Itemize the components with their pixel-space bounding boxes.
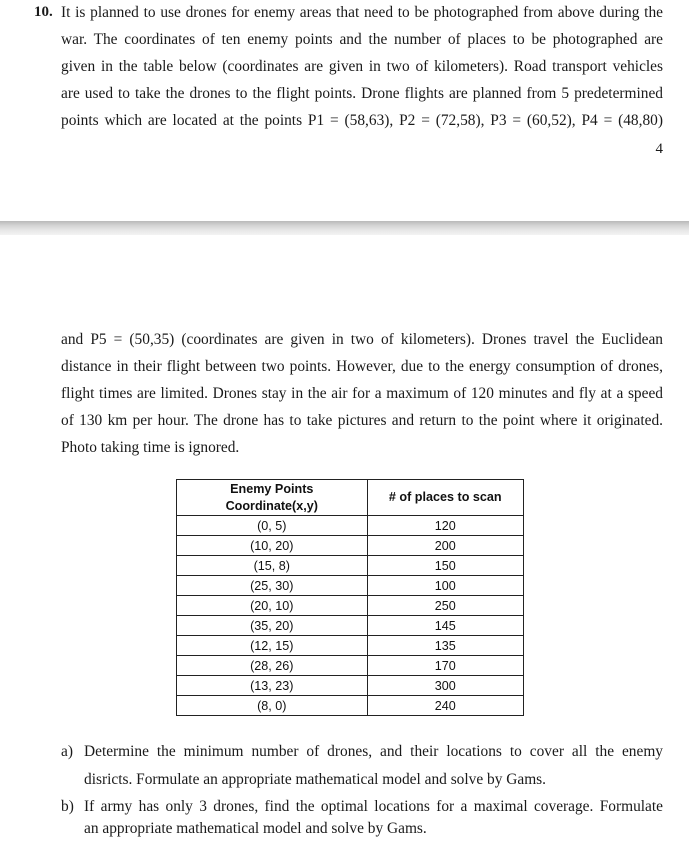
header-places-to-scan: # of places to scan — [367, 480, 523, 516]
places-cell: 300 — [367, 676, 523, 696]
problem-text-line: of 130 km per hour. The drone has to take pictures and return to the point where it originated. — [61, 412, 663, 429]
coordinate-cell: (25, 30) — [177, 576, 368, 596]
coordinate-cell: (28, 26) — [177, 656, 368, 676]
table-row — [177, 596, 524, 616]
header-enemy-points-line1: Enemy Points — [230, 481, 314, 496]
places-cell: 100 — [367, 576, 523, 596]
header-enemy-points-line2: Coordinate(x,y) — [225, 498, 318, 513]
coordinate-cell: (15, 8) — [177, 556, 368, 576]
coordinate-cell: (0, 5) — [177, 516, 368, 536]
problem-text-line: flight times are limited. Drones stay in the air for a maximum of 120 minutes and fly at a speed — [61, 385, 663, 402]
table-row — [177, 676, 524, 696]
question-b-line: If army has only 3 drones, find the optimal locations for a maximal coverage. Formulate — [84, 798, 663, 815]
question-a-line: Determine the minimum number of drones, and their locations to cover all the enemy — [84, 743, 663, 760]
question-a-label: a) — [61, 743, 73, 760]
table-row — [177, 656, 524, 676]
coordinate-cell: (12, 15) — [177, 636, 368, 656]
table-row — [177, 556, 524, 576]
coordinate-cell: (8, 0) — [177, 696, 368, 716]
problem-text-line: Photo taking time is ignored. — [61, 439, 240, 456]
page-number: 4 — [655, 141, 663, 157]
problem-text-line: war. The coordinates of ten enemy points and the number of places to be photographed are — [61, 31, 663, 48]
coordinate-cell: (20, 10) — [177, 596, 368, 616]
problem-text-line: and P5 = (50,35) (coordinates are given in two of kilometers). Drones travel the Euclidean — [61, 331, 663, 348]
question-a-line: disricts. Formulate an appropriate mathematical model and solve by Gams. — [84, 771, 547, 788]
places-cell: 250 — [367, 596, 523, 616]
places-cell: 120 — [367, 516, 523, 536]
coordinate-cell: (10, 20) — [177, 536, 368, 556]
enemy-points-table — [176, 479, 524, 716]
problem-number: 10. — [34, 4, 53, 20]
problem-text-line: distance in their flight between two points. However, due to the energy consumption of drones, — [61, 358, 663, 375]
page-break-divider — [0, 221, 689, 235]
question-b-label: b) — [61, 798, 74, 815]
problem-text-line: It is planned to use drones for enemy areas that need to be photographed from above during the — [61, 4, 663, 21]
problem-text-line: are used to take the drones to the flight points. Drone flights are planned from 5 predetermined — [61, 85, 663, 102]
table-row — [177, 616, 524, 636]
header-enemy-points — [177, 480, 368, 516]
places-cell: 200 — [367, 536, 523, 556]
question-b-line: an appropriate mathematical model and solve by Gams. — [84, 820, 427, 837]
problem-text-line: points which are located at the points P1 = (58,63), P2 = (72,58), P3 = (60,52), P4 = (48,80) — [61, 112, 663, 129]
places-cell: 170 — [367, 656, 523, 676]
table-row — [177, 696, 524, 716]
problem-text-line: given in the table below (coordinates are given in two of kilometers). Road transport vehicles — [61, 58, 663, 75]
document-page-top — [0, 0, 689, 221]
places-cell: 145 — [367, 616, 523, 636]
table-header-row — [177, 480, 524, 516]
table-row — [177, 536, 524, 556]
table-row — [177, 516, 524, 536]
places-cell: 135 — [367, 636, 523, 656]
places-cell: 240 — [367, 696, 523, 716]
table-row — [177, 576, 524, 596]
places-cell: 150 — [367, 556, 523, 576]
table-row — [177, 636, 524, 656]
coordinate-cell: (35, 20) — [177, 616, 368, 636]
coordinate-cell: (13, 23) — [177, 676, 368, 696]
